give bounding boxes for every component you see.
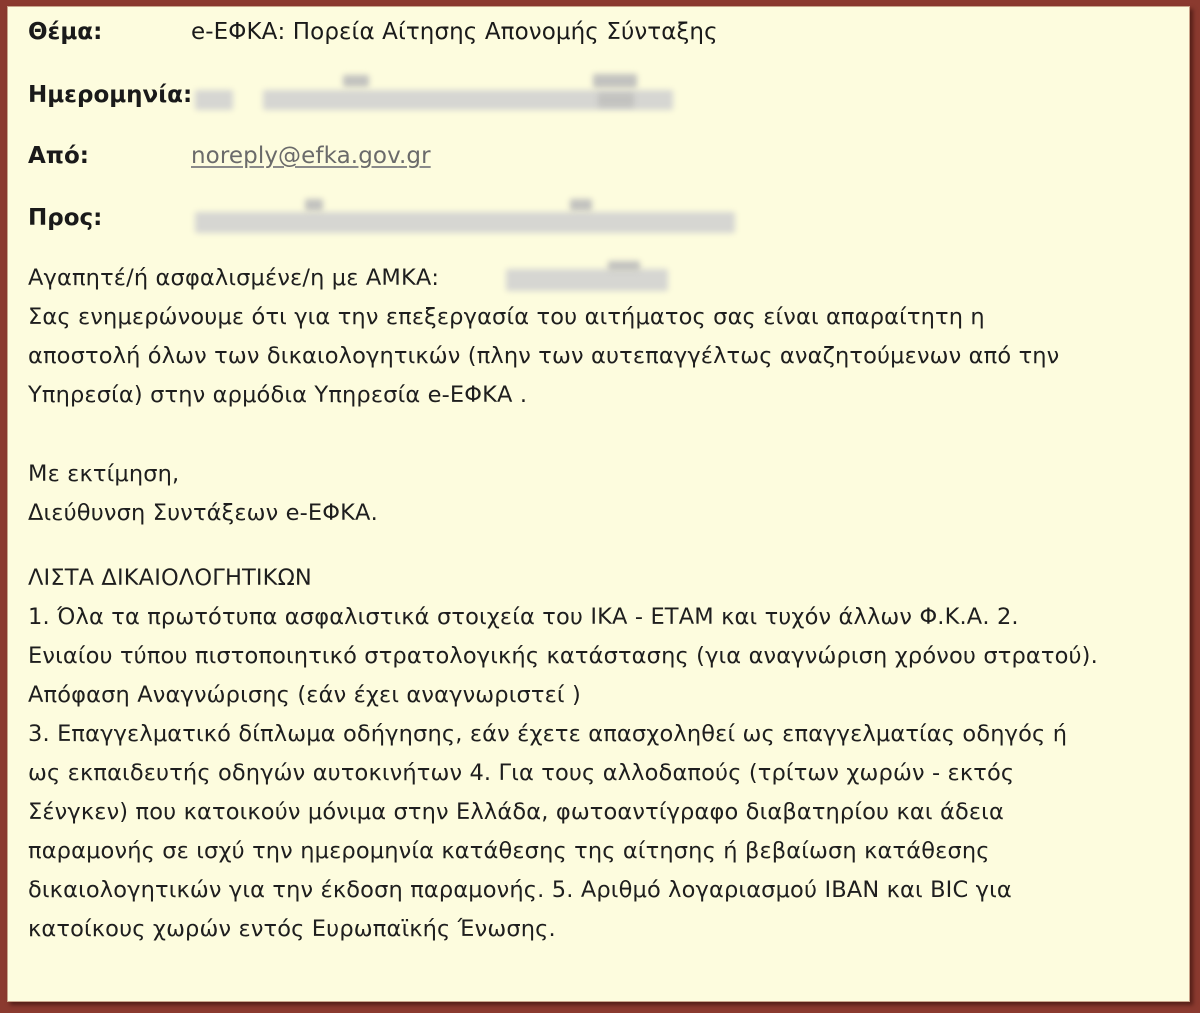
signature-text: Διεύθυνση Συντάξεων e-ΕΦΚΑ. [28, 500, 378, 526]
date-label: Ημερομηνία: [28, 82, 193, 108]
signoff-text: Με εκτίμηση, [28, 461, 180, 487]
list-line: δικαιολογητικών για την έκδοση παραμονής. 5. Αριθμό λογαριασμού IBAN και BIC για [28, 877, 1012, 903]
list-line: Ενιαίου τύπου πιστοποιητικό στρατολογικής κατάστασης (για αναγνώριση χρόνου στρατού). [28, 643, 1098, 669]
list-line: Σένγκεν) που κατοικούν μόνιμα στην Ελλάδα, φωτοαντίγραφο διαβατηρίου και άδεια [28, 799, 1004, 825]
subject-label: Θέμα: [28, 19, 103, 45]
paragraph-line: Σας ενημερώνουμε ότι για την επεξεργασία του αιτήματος σας είναι απαραίτητη η [28, 304, 985, 330]
list-line: κατοίκους χωρών εντός Ευρωπαϊκής Ένωσης. [28, 916, 556, 942]
to-label: Προς: [28, 205, 103, 231]
list-title: ΛΙΣΤΑ ΔΙΚΑΙΟΛΟΓΗΤΙΚΩΝ [28, 565, 312, 591]
list-line: παραμονής σε ισχύ την ημερομηνία κατάθεσης της αίτησης ή βεβαίωση κατάθεσης [28, 838, 990, 864]
subject-value: e-ΕΦΚΑ: Πορεία Αίτησης Απονομής Σύνταξης [191, 19, 718, 45]
from-email-link[interactable]: noreply@efka.gov.gr [191, 143, 431, 169]
list-line: 1. Όλα τα πρωτότυπα ασφαλιστικά στοιχεία του ΙΚΑ - ΕΤΑΜ και τυχόν άλλων Φ.Κ.Α. 2. [28, 604, 1019, 630]
email-paper [7, 6, 1190, 1002]
greeting-text: Αγαπητέ/ή ασφαλισμένε/η με ΑΜΚΑ: [28, 265, 440, 291]
list-line: Απόφαση Αναγνώρισης (εάν έχει αναγνωριστεί ) [28, 682, 581, 708]
list-line: ως εκπαιδευτής οδηγών αυτοκινήτων 4. Για τους αλλοδαπούς (τρίτων χωρών - εκτός [28, 760, 1015, 786]
paragraph-line: Υπηρεσία) στην αρμόδια Υπηρεσία e-ΕΦΚΑ . [28, 382, 528, 408]
list-line: 3. Επαγγελματικό δίπλωμα οδήγησης, εάν έχετε απασχοληθεί ως επαγγελματίας οδηγός ή [28, 721, 1068, 747]
from-label: Από: [28, 143, 89, 169]
paragraph-line: αποστολή όλων των δικαιολογητικών (πλην των αυτεπαγγέλτως αναζητούμενων από την [28, 343, 1060, 369]
